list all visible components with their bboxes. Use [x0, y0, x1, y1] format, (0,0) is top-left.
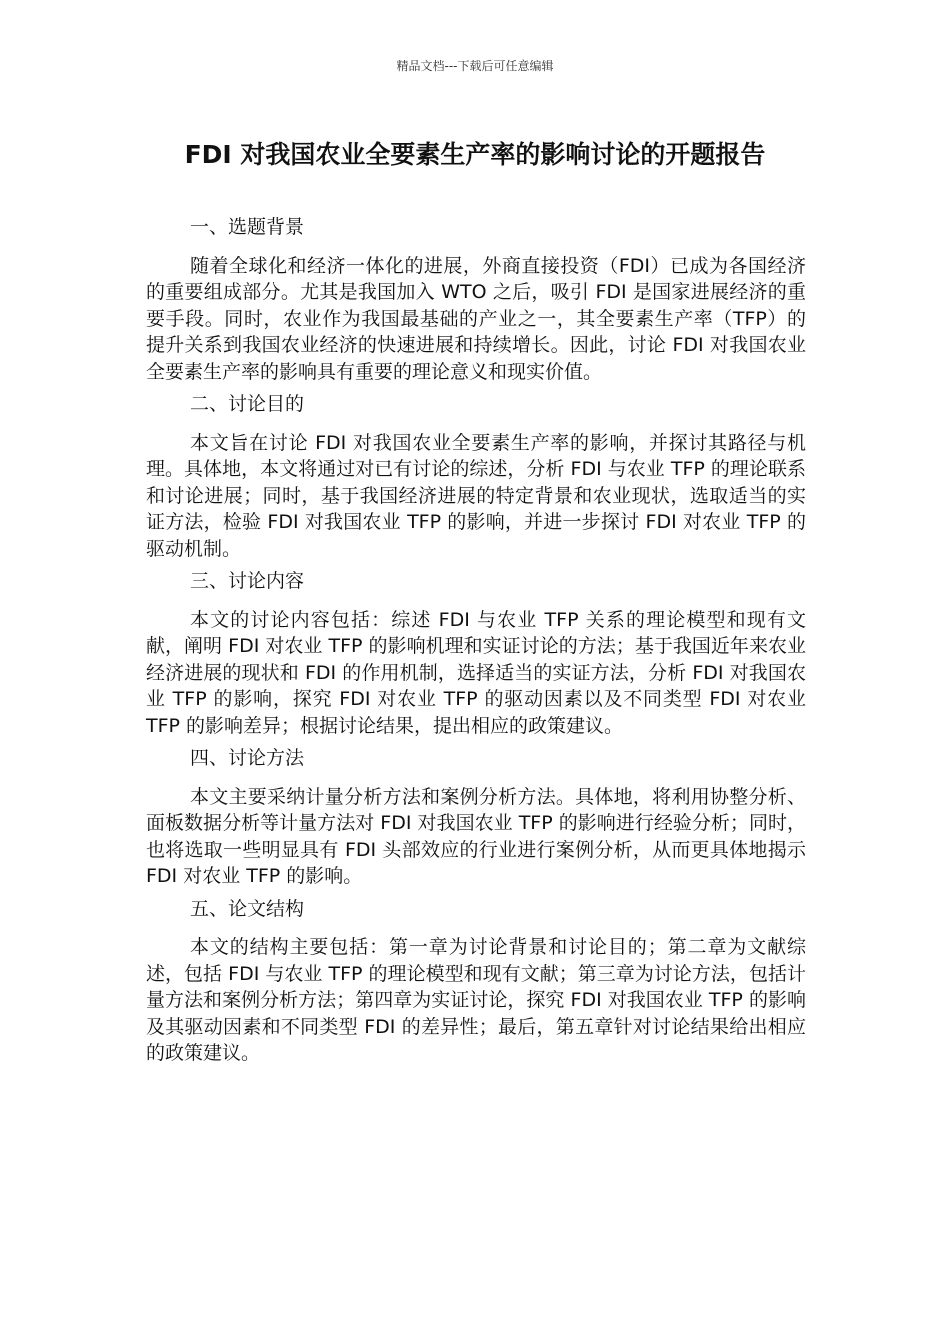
section-heading: 三、讨论内容: [190, 570, 305, 592]
document-title: FDI 对我国农业全要素生产率的影响讨论的开题报告: [184, 140, 766, 169]
section-paragraph: 随着全球化和经济一体化的进展，外商直接投资（FDI）已成为各国经济的重要组成部分。尤其是我国加入 WTO 之后，吸引 FDI 是国家进展经济的重要手段。同时，农业作为我国最基础的产业之一，其全要素生产率（TFP）的提升关系到我国农业经济的快速进展和持续增长。因此，讨论 FDI 对我国农业全要素生产率的影响具有重要的理论意义和现实价值。: [146, 254, 806, 383]
section-purpose: [146, 391, 806, 562]
section-heading: 五、论文结构: [190, 897, 305, 920]
section-heading: 四、讨论方法: [190, 747, 305, 769]
section-content: [146, 568, 806, 739]
page-header: 精品文档---下载后可任意编辑: [396, 59, 554, 73]
section-paragraph: 本文的讨论内容包括：综述 FDI 与农业 TFP 关系的理论模型和现有文献，阐明 FDI 对农业 TFP 的影响机理和实证讨论的方法；基于我国近年来农业经济进展的现状和 FDI 的作用机制，选择适当的实证方法，分析 FDI 对我国农业 TFP 的影响，探究 FDI 对农业 TFP 的驱动因素以及不同类型 FDI 对农业 TFP 的影响差异；根据讨论结果，提出相应的政策建议。: [146, 608, 806, 737]
section-structure: [146, 896, 806, 1067]
section-method: [146, 745, 806, 890]
section-heading: 二、讨论目的: [190, 393, 305, 415]
section-background: [146, 214, 806, 385]
section-paragraph: 本文旨在讨论 FDI 对我国农业全要素生产率的影响，并探讨其路径与机理。具体地，本文将通过对已有讨论的综述，分析 FDI 与农业 TFP 的理论联系和讨论进展；同时，基于我国经济进展的特定背景和农业现状，选取适当的实证方法，检验 FDI 对我国农业 TFP 的影响，并进一步探讨 FDI 对农业 TFP 的驱动机制。: [146, 431, 806, 560]
document-body: [146, 214, 806, 1073]
section-paragraph: 本文的结构主要包括：第一章为讨论背景和讨论目的；第二章为文献综述，包括 FDI 与农业 TFP 的理论模型和现有文献；第三章为讨论方法，包括计量方法和案例分析方法；第四章为实证讨论，探究 FDI 对我国农业 TFP 的影响及其驱动因素和不同类型 FDI 的差异性；最后，第五章针对讨论结果给出相应的政策建议。: [146, 936, 806, 1064]
section-heading: 一、选题背景: [190, 216, 305, 238]
section-paragraph: 本文主要采纳计量分析方法和案例分析方法。具体地，将利用协整分析、面板数据分析等计量方法对 FDI 对我国农业 TFP 的影响进行经验分析；同时，也将选取一些明显具有 FDI 头部效应的行业进行案例分析，从而更具体地揭示 FDI 对农业 TFP 的影响。: [146, 785, 806, 887]
